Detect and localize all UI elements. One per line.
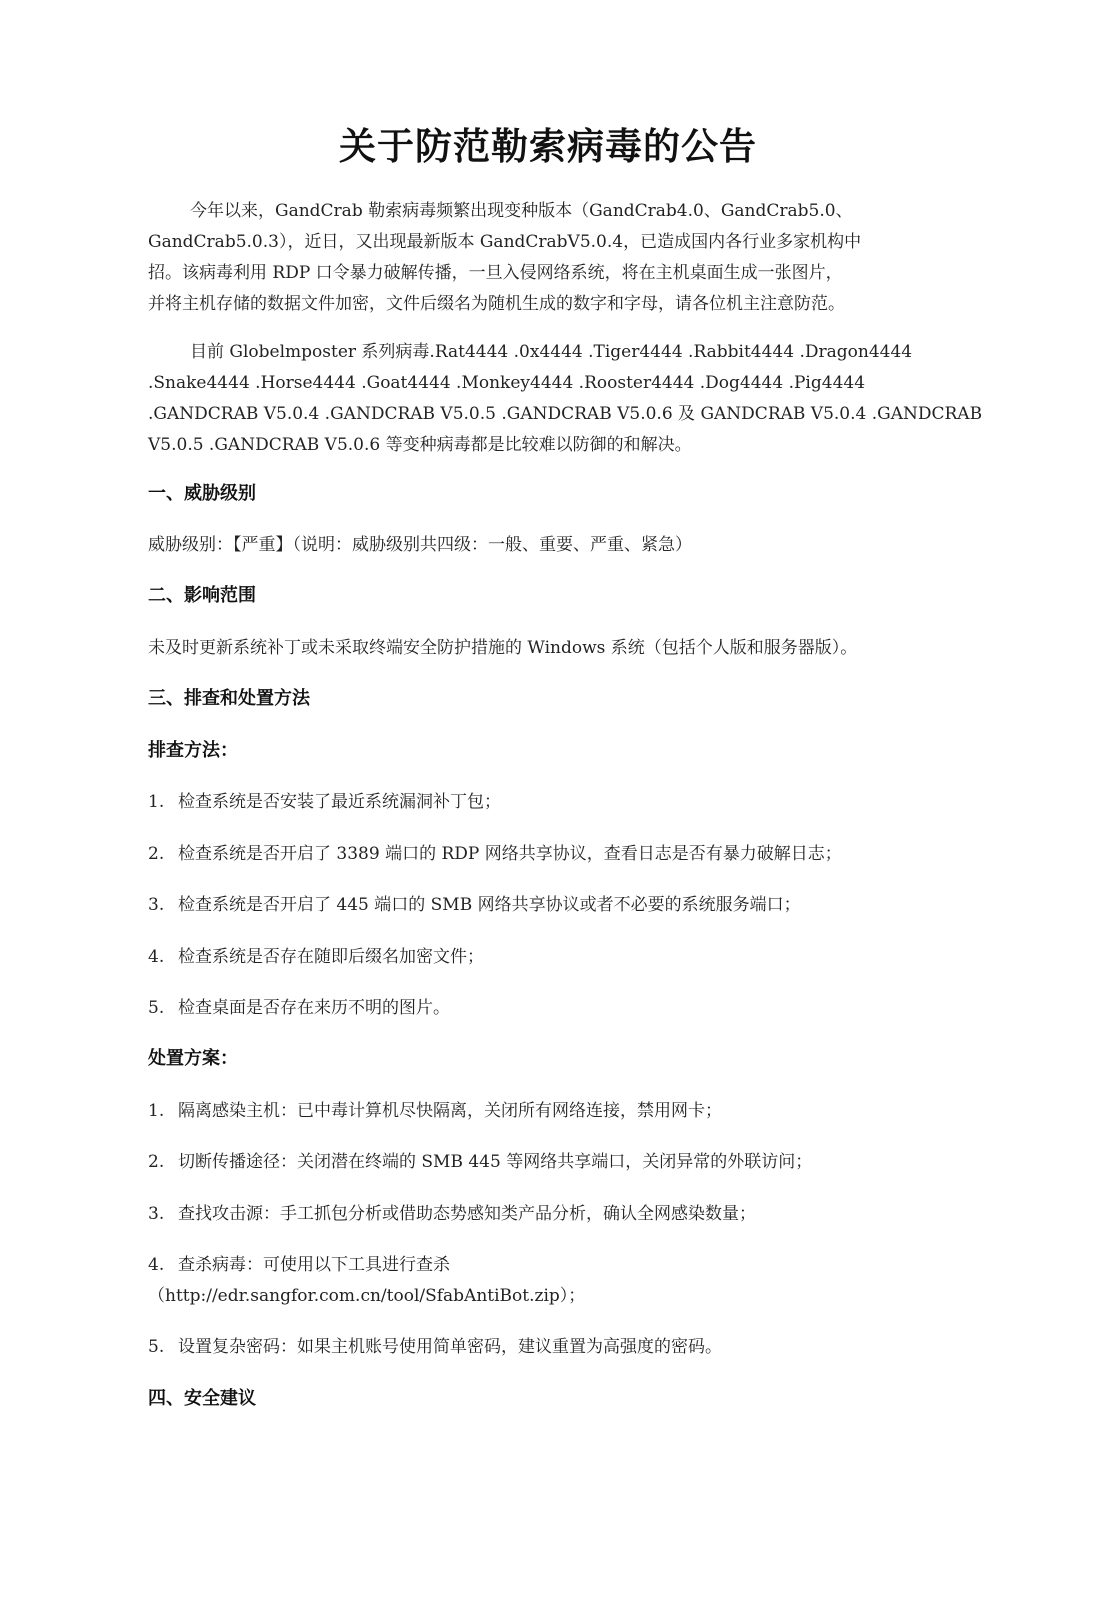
- item-text: 检查桌面是否存在来历不明的图片。: [178, 998, 450, 1018]
- handle-item: [148, 1096, 722, 1127]
- item-number: 2.: [148, 844, 165, 864]
- variants-line: .Snake4444 .Horse4444 .Goat4444 .Monkey4444 .Rooster4444 .Dog4444 .Pig4444: [148, 373, 866, 393]
- tool-download-link[interactable]: （http://edr.sangfor.com.cn/tool/SfabAntiBot.zip）；: [148, 1286, 586, 1306]
- item-number: 4.: [148, 1255, 165, 1275]
- section-threat-level-heading: 一、威胁级别: [148, 483, 256, 504]
- item-text: 检查系统是否开启了 445 端口的 SMB 网络共享协议或者不必要的系统服务端口；: [178, 895, 801, 915]
- item-number: 3.: [148, 895, 165, 915]
- section-security-advice-heading: 四、安全建议: [148, 1388, 256, 1409]
- check-item: [148, 787, 501, 818]
- item-number: 1.: [148, 792, 165, 812]
- handling-plan-heading: 处置方案：: [148, 1048, 238, 1069]
- section-impact-heading: 二、影响范围: [148, 585, 256, 606]
- handle-item: [148, 1147, 812, 1178]
- check-item: [148, 839, 842, 870]
- page-title: 关于防范勒索病毒的公告: [339, 124, 757, 168]
- item-number: 5.: [148, 1337, 165, 1357]
- impact-text: 未及时更新系统补丁或未采取终端安全防护措施的 Windows 系统（包括个人版和服务器版）。: [148, 638, 858, 658]
- threat-level-text: 威胁级别：【严重】（说明：威胁级别共四级：一般、重要、严重、紧急）: [148, 535, 692, 555]
- variants-line: .GANDCRAB V5.0.4 .GANDCRAB V5.0.5 .GANDCRAB V5.0.6 及 GANDCRAB V5.0.4 .GANDCRAB: [148, 404, 983, 424]
- intro-paragraph: [148, 196, 968, 320]
- item-text: 检查系统是否存在随即后缀名加密文件；: [178, 947, 484, 967]
- intro-line: 今年以来，GandCrab 勒索病毒频繁出现变种版本（GandCrab4.0、GandCrab5.0、: [190, 201, 853, 221]
- item-number: 3.: [148, 1204, 165, 1224]
- handle-item: [148, 1199, 756, 1230]
- item-number: 2.: [148, 1152, 165, 1172]
- section-methods-heading: 三、排查和处置方法: [148, 688, 310, 709]
- variants-paragraph: [148, 337, 983, 461]
- intro-line: 并将主机存储的数据文件加密，文件后缀名为随机生成的数字和字母，请各位机主注意防范。: [148, 294, 845, 314]
- check-methods-heading: 排查方法：: [148, 740, 238, 761]
- item-text: 隔离感染主机：已中毒计算机尽快隔离，关闭所有网络连接，禁用网卡；: [178, 1101, 722, 1121]
- item-number: 5.: [148, 998, 165, 1018]
- handle-item: [148, 1250, 585, 1312]
- check-item: [148, 890, 801, 921]
- intro-line: GandCrab5.0.3），近日，又出现最新版本 GandCrabV5.0.4，已造成国内各行业多家机构中: [148, 232, 862, 252]
- intro-line: 招。该病毒利用 RDP 口令暴力破解传播，一旦入侵网络系统，将在主机桌面生成一张图片，: [148, 263, 843, 283]
- variants-line: 目前 Globelmposter 系列病毒.Rat4444 .0x4444 .Tiger4444 .Rabbit4444 .Dragon4444: [190, 342, 913, 362]
- item-text: 检查系统是否安装了最近系统漏洞补丁包；: [178, 792, 501, 812]
- item-text: 查找攻击源：手工抓包分析或借助态势感知类产品分析，确认全网感染数量；: [178, 1204, 756, 1224]
- variants-line: V5.0.5 .GANDCRAB V5.0.6 等变种病毒都是比较难以防御的和解决。: [148, 435, 692, 455]
- item-text: 切断传播途径：关闭潜在终端的 SMB 445 等网络共享端口，关闭异常的外联访问；: [178, 1152, 813, 1172]
- check-item: [148, 942, 484, 973]
- check-item: [148, 993, 450, 1024]
- item-number: 4.: [148, 947, 165, 967]
- item-text: 检查系统是否开启了 3389 端口的 RDP 网络共享协议，查看日志是否有暴力破解日志；: [178, 844, 842, 864]
- item-text: 设置复杂密码：如果主机账号使用简单密码，建议重置为高强度的密码。: [178, 1337, 722, 1357]
- item-number: 1.: [148, 1101, 165, 1121]
- item-text: 查杀病毒：可使用以下工具进行查杀: [178, 1255, 450, 1275]
- handle-item: [148, 1332, 722, 1363]
